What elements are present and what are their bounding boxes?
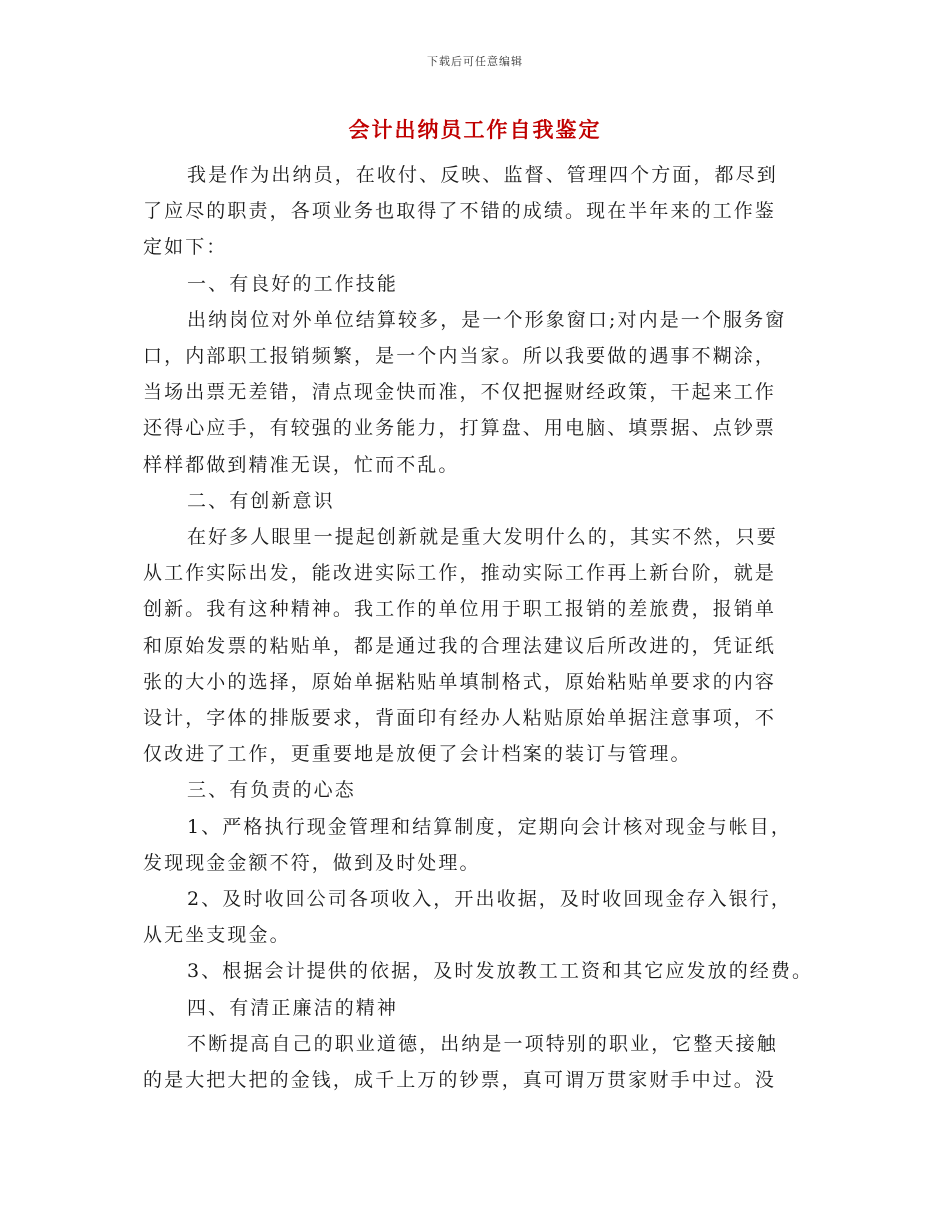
paragraph bbox=[143, 772, 808, 808]
text-line: 的是大把大把的金钱，成千上万的钞票，真可谓万贯家财手中过。没 bbox=[143, 1069, 777, 1092]
text-line: 二、有创新意识 bbox=[187, 489, 335, 512]
paragraph bbox=[143, 881, 808, 953]
text-line: 3、根据会计提供的依据，及时发放教工工资和其它应发放的经费。 bbox=[187, 960, 814, 983]
document-title: 会计出纳员工作自我鉴定 bbox=[348, 117, 602, 142]
text-line: 1、严格执行现金管理和结算制度，定期向会计核对现金与帐目， bbox=[187, 815, 792, 838]
text-line: 从工作实际出发，能改进实际工作，推动实际工作再上新台阶，就是 bbox=[143, 562, 777, 585]
paragraph bbox=[143, 953, 814, 989]
text-line: 三、有负责的心态 bbox=[187, 779, 356, 802]
paragraph bbox=[143, 519, 808, 772]
text-line: 仅改进了工作，更重要地是放便了会计档案的装订与管理。 bbox=[143, 743, 692, 766]
paragraph bbox=[143, 1026, 808, 1098]
text-line: 定如下： bbox=[143, 236, 228, 259]
text-line: 发现现金金额不符，做到及时处理。 bbox=[143, 851, 481, 874]
text-line: 和原始发票的粘贴单，都是通过我的合理法建议后所改进的，凭证纸 bbox=[143, 634, 777, 657]
text-line: 出纳岗位对外单位结算较多，是一个形象窗口;对内是一个服务窗 bbox=[187, 308, 787, 331]
text-line: 四、有清正廉洁的精神 bbox=[187, 996, 399, 1019]
paragraph bbox=[143, 483, 808, 519]
text-line: 口，内部职工报销频繁，是一个内当家。所以我要做的遇事不糊涂， bbox=[143, 345, 777, 368]
text-line: 当场出票无差错，清点现金快而准，不仅把握财经政策，干起来工作 bbox=[143, 381, 777, 404]
text-line: 张的大小的选择，原始单据粘贴单填制格式，原始粘贴单要求的内容 bbox=[143, 670, 777, 693]
text-line: 一、有良好的工作技能 bbox=[187, 272, 399, 295]
text-line: 我是作为出纳员，在收付、反映、监督、管理四个方面，都尽到 bbox=[187, 164, 778, 186]
text-line: 设计，字体的排版要求，背面印有经办人粘贴原始单据注意事项，不 bbox=[143, 707, 777, 730]
text-line: 样样都做到精准无误，忙而不乱。 bbox=[143, 453, 460, 476]
document-body bbox=[143, 157, 814, 1098]
text-line: 在好多人眼里一提起创新就是重大发明什么的，其实不然，只要 bbox=[187, 526, 778, 549]
text-line: 还得心应手，有较强的业务能力，打算盘、用电脑、填票据、点钞票 bbox=[143, 417, 777, 440]
text-line: 不断提高自己的职业道德，出纳是一项特别的职业，它整天接触 bbox=[187, 1032, 778, 1055]
text-line: 2、及时收回公司各项收入，开出收据，及时收回现金存入银行， bbox=[187, 888, 792, 911]
paragraph bbox=[143, 809, 808, 881]
paragraph bbox=[143, 266, 808, 302]
page-header: 下载后可任意编辑 bbox=[427, 55, 523, 68]
paragraph bbox=[143, 302, 808, 483]
paragraph bbox=[143, 990, 808, 1026]
text-line: 从无坐支现金。 bbox=[143, 924, 291, 947]
text-line: 了应尽的职责，各项业务也取得了不错的成绩。现在半年来的工作鉴 bbox=[143, 200, 777, 223]
text-line: 创新。我有这种精神。我工作的单位用于职工报销的差旅费，报销单 bbox=[143, 598, 777, 621]
paragraph bbox=[143, 157, 808, 266]
